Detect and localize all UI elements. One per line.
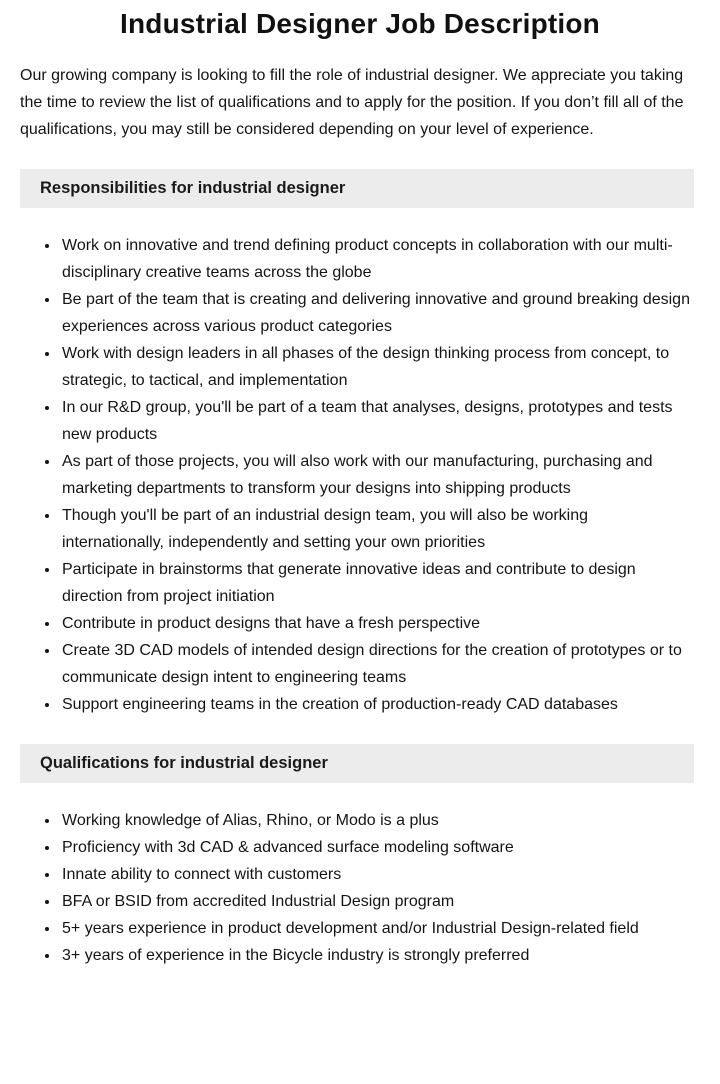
list-item: • In our R&D group, you'll be part of a team that analyses, designs, prototypes and tests new products: [60, 394, 694, 448]
responsibilities-list: [20, 232, 694, 718]
responsibilities-section: [0, 169, 720, 718]
qualifications-section: [0, 744, 720, 969]
list-item: • 3+ years of experience in the Bicycle industry is strongly preferred: [60, 942, 694, 969]
list-item: • Proficiency with 3d CAD & advanced surface modeling software: [60, 834, 694, 861]
page-title: Industrial Designer Job Description: [120, 8, 600, 39]
list-item: • As part of those projects, you will also work with our manufacturing, purchasing and marketing departments to transform your designs into shipping products: [60, 448, 694, 502]
list-item: • Be part of the team that is creating and delivering innovative and ground breaking design experiences across various product categories: [60, 286, 694, 340]
list-item: • Work on innovative and trend defining product concepts in collaboration with our multi-disciplinary creative teams across the globe: [60, 232, 694, 286]
list-item: • Create 3D CAD models of intended design directions for the creation of prototypes or to communicate design intent to engineering teams: [60, 637, 694, 691]
intro-paragraph: Our growing company is looking to fill the role of industrial designer. We appreciate you taking the time to review the list of qualifications and to apply for the position. If you don’t fill all of the qualifications, you may still be considered depending on your level of experience.: [20, 67, 684, 138]
list-item: • Working knowledge of Alias, Rhino, or Modo is a plus: [60, 807, 694, 834]
qualifications-list: [20, 807, 694, 969]
list-item: • Innate ability to connect with customers: [60, 861, 694, 888]
list-item: • Participate in brainstorms that generate innovative ideas and contribute to design direction from project initiation: [60, 556, 694, 610]
list-item: • Support engineering teams in the creation of production-ready CAD databases: [60, 691, 694, 718]
list-item: • 5+ years experience in product development and/or Industrial Design-related field: [60, 915, 694, 942]
list-item: • BFA or BSID from accredited Industrial Design program: [60, 888, 694, 915]
responsibilities-heading: Responsibilities for industrial designer: [20, 169, 694, 208]
list-item: • Work with design leaders in all phases of the design thinking process from concept, to strategic, to tactical, and implementation: [60, 340, 694, 394]
list-item: • Contribute in product designs that have a fresh perspective: [60, 610, 694, 637]
qualifications-heading: Qualifications for industrial designer: [20, 744, 694, 783]
list-item: • Though you'll be part of an industrial design team, you will also be working internationally, independently and setting your own priorities: [60, 502, 694, 556]
